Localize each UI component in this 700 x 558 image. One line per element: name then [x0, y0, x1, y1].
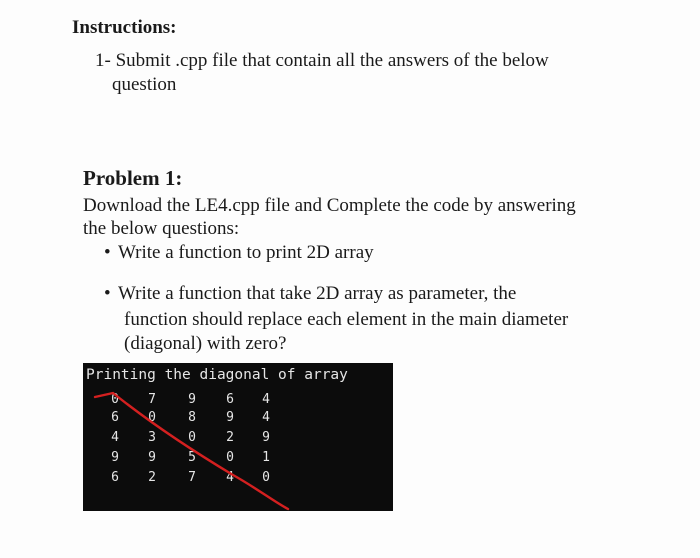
matrix-cell: 8 [188, 410, 196, 425]
bullet-icon: • [104, 242, 111, 263]
problem-description-line-1: Download the LE4.cpp file and Complete the code by answering [83, 195, 576, 216]
problem-description-line-2: the below questions: [83, 218, 240, 239]
matrix-cell: 5 [188, 450, 196, 465]
matrix-cell: 0 [148, 410, 156, 425]
bullet-item-1 [104, 242, 374, 264]
matrix-cell: 0 [111, 392, 119, 407]
matrix-cell: 3 [148, 430, 156, 445]
bullet-item-2-line-2: function should replace each element in the main diameter [124, 309, 569, 330]
bullet-item-2-line-1 [104, 283, 516, 305]
matrix-cell: 1 [262, 450, 270, 465]
matrix-cell: 9 [111, 450, 119, 465]
matrix-cell: 7 [148, 392, 156, 407]
matrix-cell: 7 [188, 470, 196, 485]
instructions-heading: Instructions: [72, 17, 177, 38]
matrix-cell: 9 [148, 450, 156, 465]
matrix-cell: 9 [226, 410, 234, 425]
matrix-cell: 9 [262, 430, 270, 445]
diagonal-annotation-icon [83, 363, 393, 511]
instruction-item-line-2: question [112, 74, 177, 95]
problem-heading: Problem 1: [83, 166, 183, 190]
instruction-item-line-1: 1- Submit .cpp file that contain all the answers of the below [95, 50, 549, 71]
matrix-cell: 2 [226, 430, 234, 445]
matrix-cell: 6 [226, 392, 234, 407]
matrix-cell: 4 [262, 392, 270, 407]
matrix-cell: 4 [262, 410, 270, 425]
diagonal-strike-line [95, 393, 288, 509]
console-output-screenshot [83, 363, 393, 511]
matrix-cell: 0 [262, 470, 270, 485]
bullet-item-1-text: Write a function to print 2D array [118, 242, 374, 263]
matrix-cell: 6 [111, 470, 119, 485]
matrix-cell: 0 [188, 430, 196, 445]
matrix-cell: 4 [111, 430, 119, 445]
bullet-icon: • [104, 283, 111, 304]
matrix-cell: 0 [226, 450, 234, 465]
matrix-cell: 9 [188, 392, 196, 407]
bullet-item-2-line-3: (diagonal) with zero? [124, 333, 287, 354]
matrix-cell: 2 [148, 470, 156, 485]
bullet-item-2-text-1: Write a function that take 2D array as parameter, the [118, 283, 517, 304]
console-title: Printing the diagonal of array [86, 367, 348, 383]
matrix-cell: 6 [111, 410, 119, 425]
matrix-cell: 4 [226, 470, 234, 485]
